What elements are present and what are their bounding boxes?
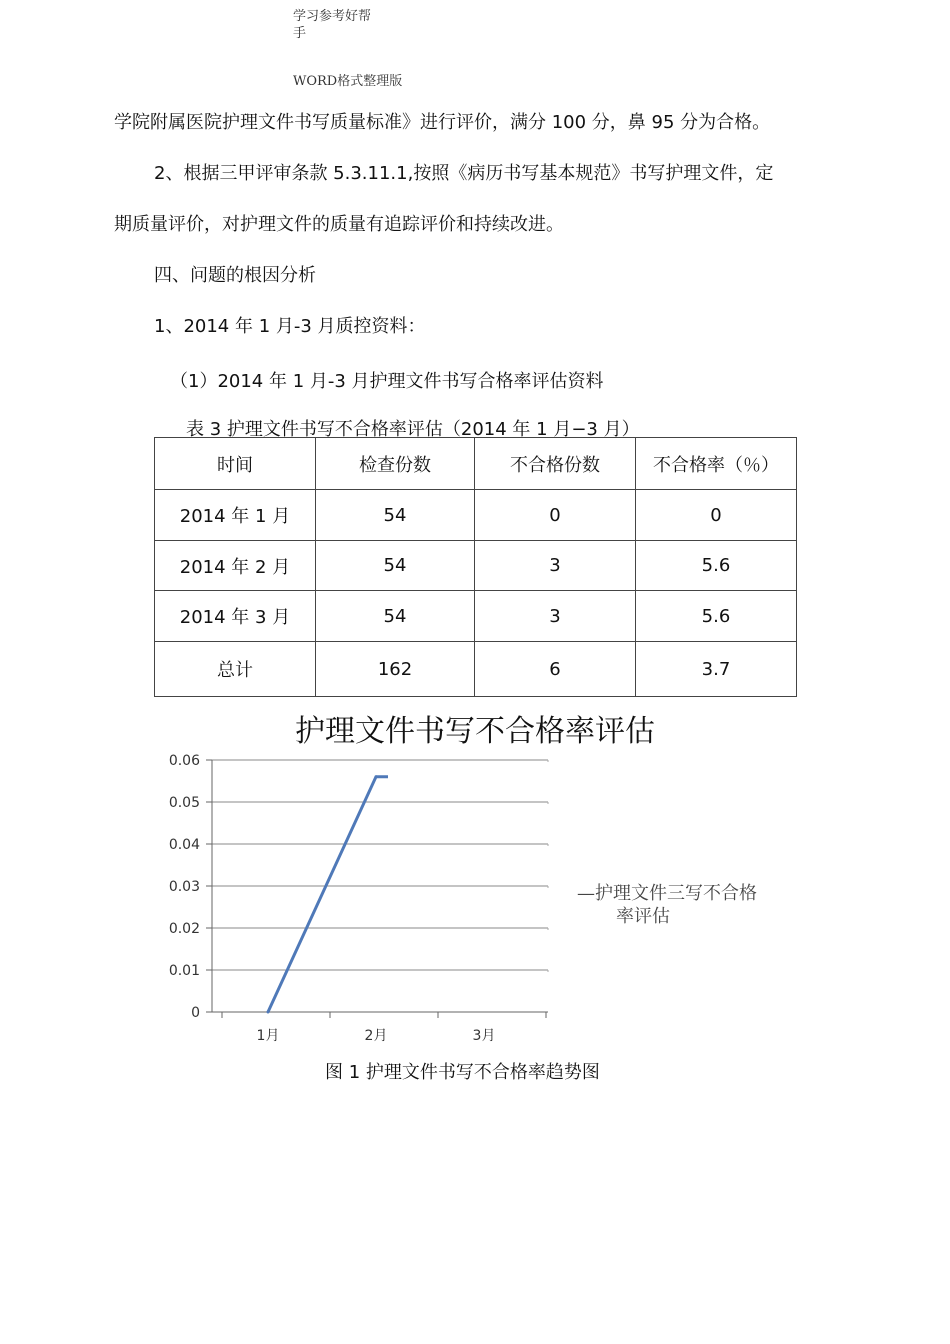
table-header-row [155,438,797,490]
chart-title: 护理文件书写不合格率评估 [295,714,655,749]
table-row [155,591,797,642]
series-line [268,777,484,1012]
y-tick-label: 0.03 [168,879,200,895]
y-tick-label: 0.01 [168,963,200,979]
data-point [483,775,486,778]
subsection-heading: 1、2014 年 1 月-3 月质控资料： [154,316,426,337]
table-header-cell: 不合格份数 [475,438,636,490]
x-tick-label: 1月 [256,1028,280,1044]
table-cell: 2014 年 2 月 [155,541,316,591]
table-header-cell: 检查份数 [316,438,475,490]
table-cell: 5.6 [636,541,797,591]
table-header-cell: 时间 [155,438,316,490]
y-tick-label: 0.05 [168,795,200,811]
table-cell: 2014 年 3 月 [155,591,316,642]
table-cell: 3 [475,591,636,642]
line-chart [150,740,570,1050]
table-cell: 54 [316,591,475,642]
legend-label-line-1: —护理文件三写不合格 [577,883,757,904]
table-cell: 162 [316,642,475,697]
table-caption: 表 3 护理文件书写不合格率评估（2014 年 1 月−3 月） [186,419,640,440]
table-cell: 3 [475,541,636,591]
legend-label-line-2: 率评估 [616,906,670,927]
table-cell: 0 [636,490,797,541]
y-tick-label: 0 [191,1005,200,1021]
table-cell: 0 [475,490,636,541]
data-point [375,775,378,778]
data-table [154,437,797,697]
paragraph-1: 学院附属医院护理文件书写质量标准》进行评价，满分 100 分，鼻 95 分为合格。 [114,112,771,133]
table-cell: 3.7 [636,642,797,697]
y-tick-label: 0.06 [168,753,200,769]
table-cell: 6 [475,642,636,697]
section-heading: 四、问题的根因分析 [154,265,316,286]
table-row-total [155,642,797,697]
table-cell: 2014 年 1 月 [155,490,316,541]
table-cell: 总计 [155,642,316,697]
table-header-cell: 不合格率（％） [636,438,797,490]
x-tick-label: 3月 [472,1028,496,1044]
table-cell: 54 [316,541,475,591]
table-cell: 54 [316,490,475,541]
x-tick-label: 2月 [364,1028,388,1044]
header-watermark-text: WORD格式整理版 [293,74,403,89]
data-description: （1）2014 年 1 月-3 月护理文件书写合格率评估资料 [170,371,604,392]
header-line-1: 学习参考好帮 [293,9,372,24]
table-row [155,490,797,541]
y-tick-label: 0.04 [168,837,200,853]
paragraph-3: 期质量评价，对护理文件的质量有追踪评价和持续改进。 [114,214,564,235]
figure-caption: 图 1 护理文件书写不合格率趋势图 [325,1062,600,1083]
data-point [267,1011,270,1014]
y-tick-label: 0.02 [168,921,200,937]
table-row [155,541,797,591]
paragraph-2: 2、根据三甲评审条款 5.3.11.1,按照《病历书写基本规范》书写护理文件，定 [154,163,774,184]
table-cell: 5.6 [636,591,797,642]
header-line-2: 手 [293,26,307,41]
